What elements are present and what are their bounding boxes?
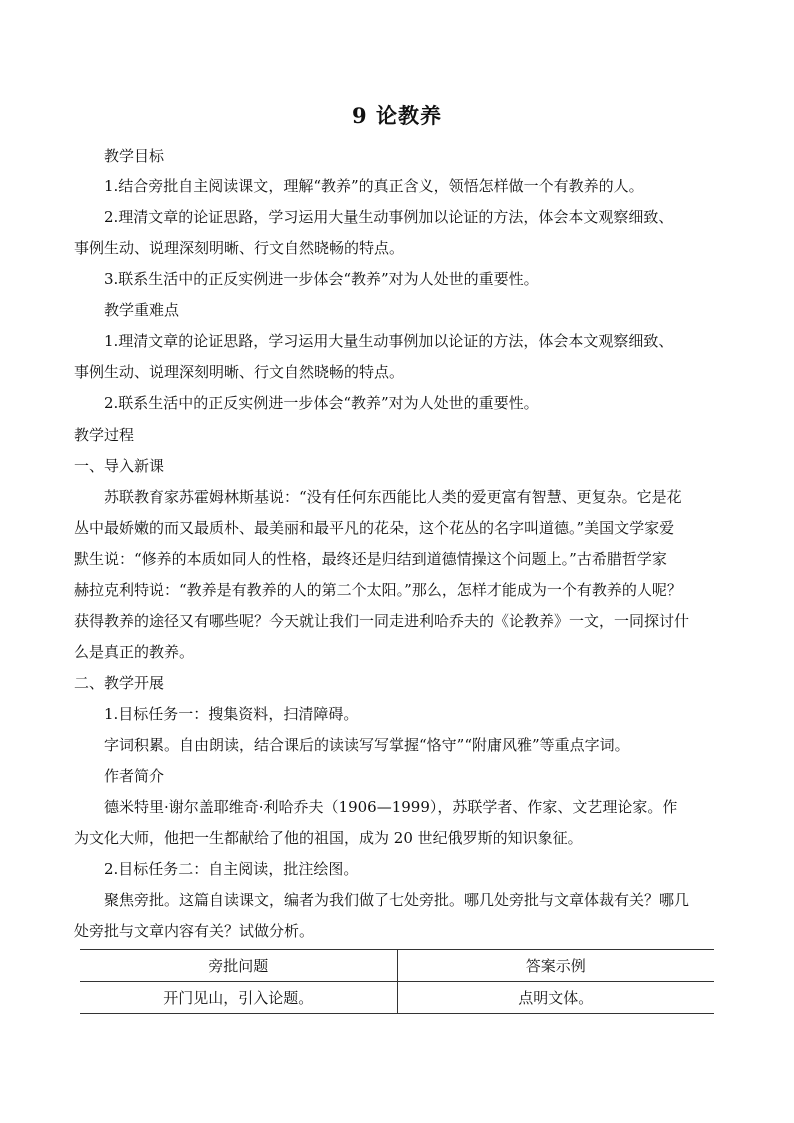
table-header-cell: 答案示例 bbox=[397, 950, 714, 982]
heading-teaching-process: 教学过程 bbox=[74, 426, 135, 444]
paragraph-line: 德米特里·谢尔盖耶维奇·利哈乔夫（1906—1999），苏联学者、作家、文艺理论家。作 bbox=[104, 798, 678, 816]
table-header-cell: 旁批问题 bbox=[80, 950, 397, 982]
heading-teaching-goals: 教学目标 bbox=[104, 147, 165, 165]
paragraph-line: 1.结合旁批自主阅读课文，理解“教养”的真正含义，领悟怎样做一个有教养的人。 bbox=[104, 177, 644, 195]
paragraph-line: 2.目标任务二：自主阅读，批注绘图。 bbox=[104, 860, 359, 878]
paragraph-line: 赫拉克利特说：“教养是有教养的人的第二个太阳。”那么，怎样才能成为一个有教养的人呢？ bbox=[74, 581, 682, 599]
paragraph-line: 默生说：“修养的本质如同人的性格，最终还是归结到道德情操这个问题上。”古希腊哲学家 bbox=[74, 550, 667, 568]
section-heading-intro: 一、导入新课 bbox=[74, 457, 165, 475]
heading-author-intro: 作者简介 bbox=[104, 767, 165, 785]
paragraph-line: 3.联系生活中的正反实例进一步体会“教养”对为人处世的重要性。 bbox=[104, 270, 539, 288]
table-header-row bbox=[80, 950, 714, 982]
paragraph-line: 为文化大师，他把一生都献给了他的祖国，成为 20 世纪俄罗斯的知识象征。 bbox=[74, 829, 583, 847]
table-cell: 点明文体。 bbox=[397, 982, 714, 1014]
paragraph-line: 1.理清文章的论证思路，学习运用大量生动事例加以论证的方法，体会本文观察细致、 bbox=[104, 332, 674, 350]
paragraph-line: 处旁批与文章内容有关？试做分析。 bbox=[74, 922, 315, 940]
paragraph-line: 字词积累。自由朗读，结合课后的读读写写掌握“恪守”“附庸风雅”等重点字词。 bbox=[104, 736, 630, 754]
paragraph-line: 苏联教育家苏霍姆林斯基说：“没有任何东西能比人类的爱更富有智慧、更复杂。它是花 bbox=[104, 488, 682, 506]
paragraph-line: 2.理清文章的论证思路，学习运用大量生动事例加以论证的方法，体会本文观察细致、 bbox=[104, 208, 674, 226]
heading-key-points: 教学重难点 bbox=[104, 301, 180, 319]
paragraph-line: 事例生动、说理深刻明晰、行文自然晓畅的特点。 bbox=[74, 363, 405, 381]
table-row bbox=[80, 982, 714, 1014]
paragraph-line: 2.联系生活中的正反实例进一步体会“教养”对为人处世的重要性。 bbox=[104, 394, 539, 412]
paragraph-line: 获得教养的途径又有哪些呢？今天就让我们一同走进利哈乔夫的《论教养》一文，一同探讨什 bbox=[74, 612, 690, 630]
paragraph-line: 么是真正的教养。 bbox=[74, 643, 195, 661]
paragraph-line: 丛中最娇嫩的而又最质朴、最美丽和最平凡的花朵，这个花丛的名字叫道德。”美国文学家爱 bbox=[74, 519, 675, 537]
page-title: 9 论教养 bbox=[352, 103, 442, 128]
paragraph-line: 1.目标任务一：搜集资料，扫清障碍。 bbox=[104, 705, 359, 723]
paragraph-line: 聚焦旁批。这篇自读课文，编者为我们做了七处旁批。哪几处旁批与文章体裁有关？哪几 bbox=[104, 891, 690, 909]
section-heading-development: 二、教学开展 bbox=[74, 674, 165, 692]
paragraph-line: 事例生动、说理深刻明晰、行文自然晓畅的特点。 bbox=[74, 239, 405, 257]
table-cell: 开门见山，引入论题。 bbox=[80, 982, 397, 1014]
annotation-table bbox=[80, 949, 714, 1014]
